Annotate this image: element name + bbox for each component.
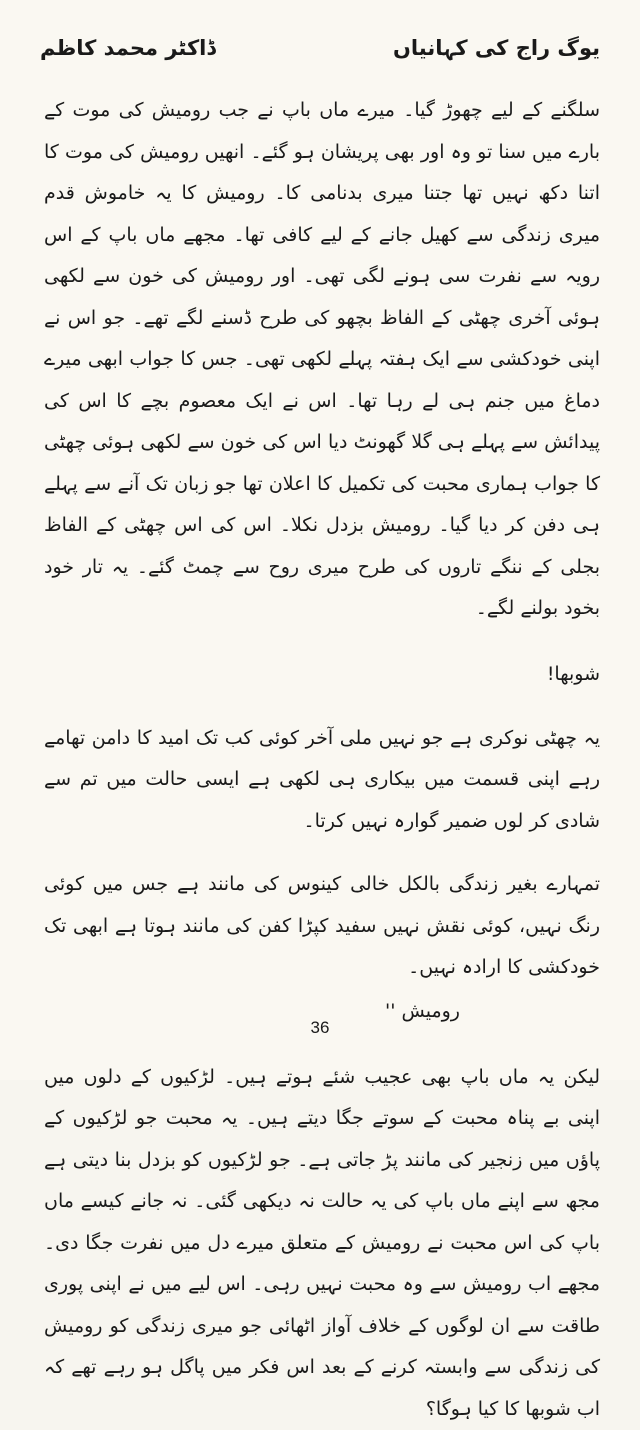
letter-signature: رومیش ''	[44, 989, 600, 1033]
paragraph-1: سلگنے کے لیے چھوڑ گیا۔ میرے ماں باپ نے جب رومیش کی موت کے بارے میں سنا تو وہ اور بھی پریشان ہو گئے۔ انھیں رومیش کی موت کا اتنا دکھ نہیں تھا جتنا میری بدنامی کا۔ رومیش کا یہ خاموش قدم میری زندگی سے کھیل جانے کے لیے کافی تھا۔ مجھے ماں باپ کے اس رویہ سے نفرت سی ہونے لگی تھی۔ اور رومیش کی خون سے لکھی ہوئی آخری چھٹی کے الفاظ بچھو کی طرح ڈسنے لگے تھے۔ جو اس نے اپنی خودکشی سے ایک ہفتہ پہلے لکھی تھی۔ جس کا جواب ابھی میرے دماغ میں جنم ہی لے رہا تھا۔ اس نے ایک معصوم بچے کا اس کی پیدائش سے پہلے ہی گلا گھونٹ دیا اس کی خون سے لکھی ہوئی چھٹی کا جواب ہماری محبت کی تکمیل کا اعلان تھا جو زبان تک آنے سے پہلے ہی دفن کر دیا گیا۔ رومیش بزدل نکلا۔ اس کی اس چھٹی کے الفاظ بجلی کے ننگے تاروں کی طرح میری روح سے چمٹ گئے۔ یہ تار خود بخود بولنے لگے۔	[44, 90, 600, 630]
page-header	[40, 28, 600, 68]
letter-paragraph-1: یہ چھٹی نوکری ہے جو نہیں ملی آخر کوئی کب تک امید کا دامن تھامے رہے اپنی قسمت میں بیکاری ہی لکھی ہے ایسی حالت میں تم سے شادی کر لوں ضمیر گوارہ نہیں کرتا۔	[44, 718, 600, 843]
page-body	[44, 90, 600, 1430]
paragraph-2: لیکن یہ ماں باپ بھی عجیب شئے ہوتے ہیں۔ لڑکیوں کے دلوں میں اپنی بے پناہ محبت کے سوتے جگا دیتے ہیں۔ یہ محبت جو لڑکیوں کے پاؤں میں زنجیر کی مانند پڑ جاتی ہے۔ جو لڑکیوں کو بزدل بنا دیتی ہے مجھ سے اپنے ماں باپ کی یہ حالت نہ دیکھی گئی۔ نہ جانے کیسے ماں باپ کی اس محبت نے رومیش کے متعلق میرے دل میں نفرت جگا دی۔ مجھے اب رومیش سے وہ محبت نہیں رہی۔ اس لیے میں نے اپنی پوری طاقت سے ان لوگوں کے خلاف آواز اٹھائی جو میری زندگی کو رومیش کی زندگی سے وابستہ کرنے کے بعد اس فکر میں پاگل ہو رہے تھے کہ اب شوبھا کا کیا ہوگا؟	[44, 1057, 600, 1430]
book-title: یوگ راج کی کہانیاں	[393, 36, 600, 60]
letter-paragraph-2: تمہارے بغیر زندگی بالکل خالی کینوس کی مانند ہے جس میں کوئی رنگ نہیں، کوئی نقش نہیں سفید کپڑا کفن کی مانند ہوتا ہے ابھی تک خودکشی کا ارادہ نہیں۔	[44, 864, 600, 989]
letter-salutation: شوبھا!	[44, 652, 600, 696]
author-name: ڈاکٹر محمد کاظم	[40, 36, 216, 60]
page-number: 36	[0, 1018, 640, 1038]
